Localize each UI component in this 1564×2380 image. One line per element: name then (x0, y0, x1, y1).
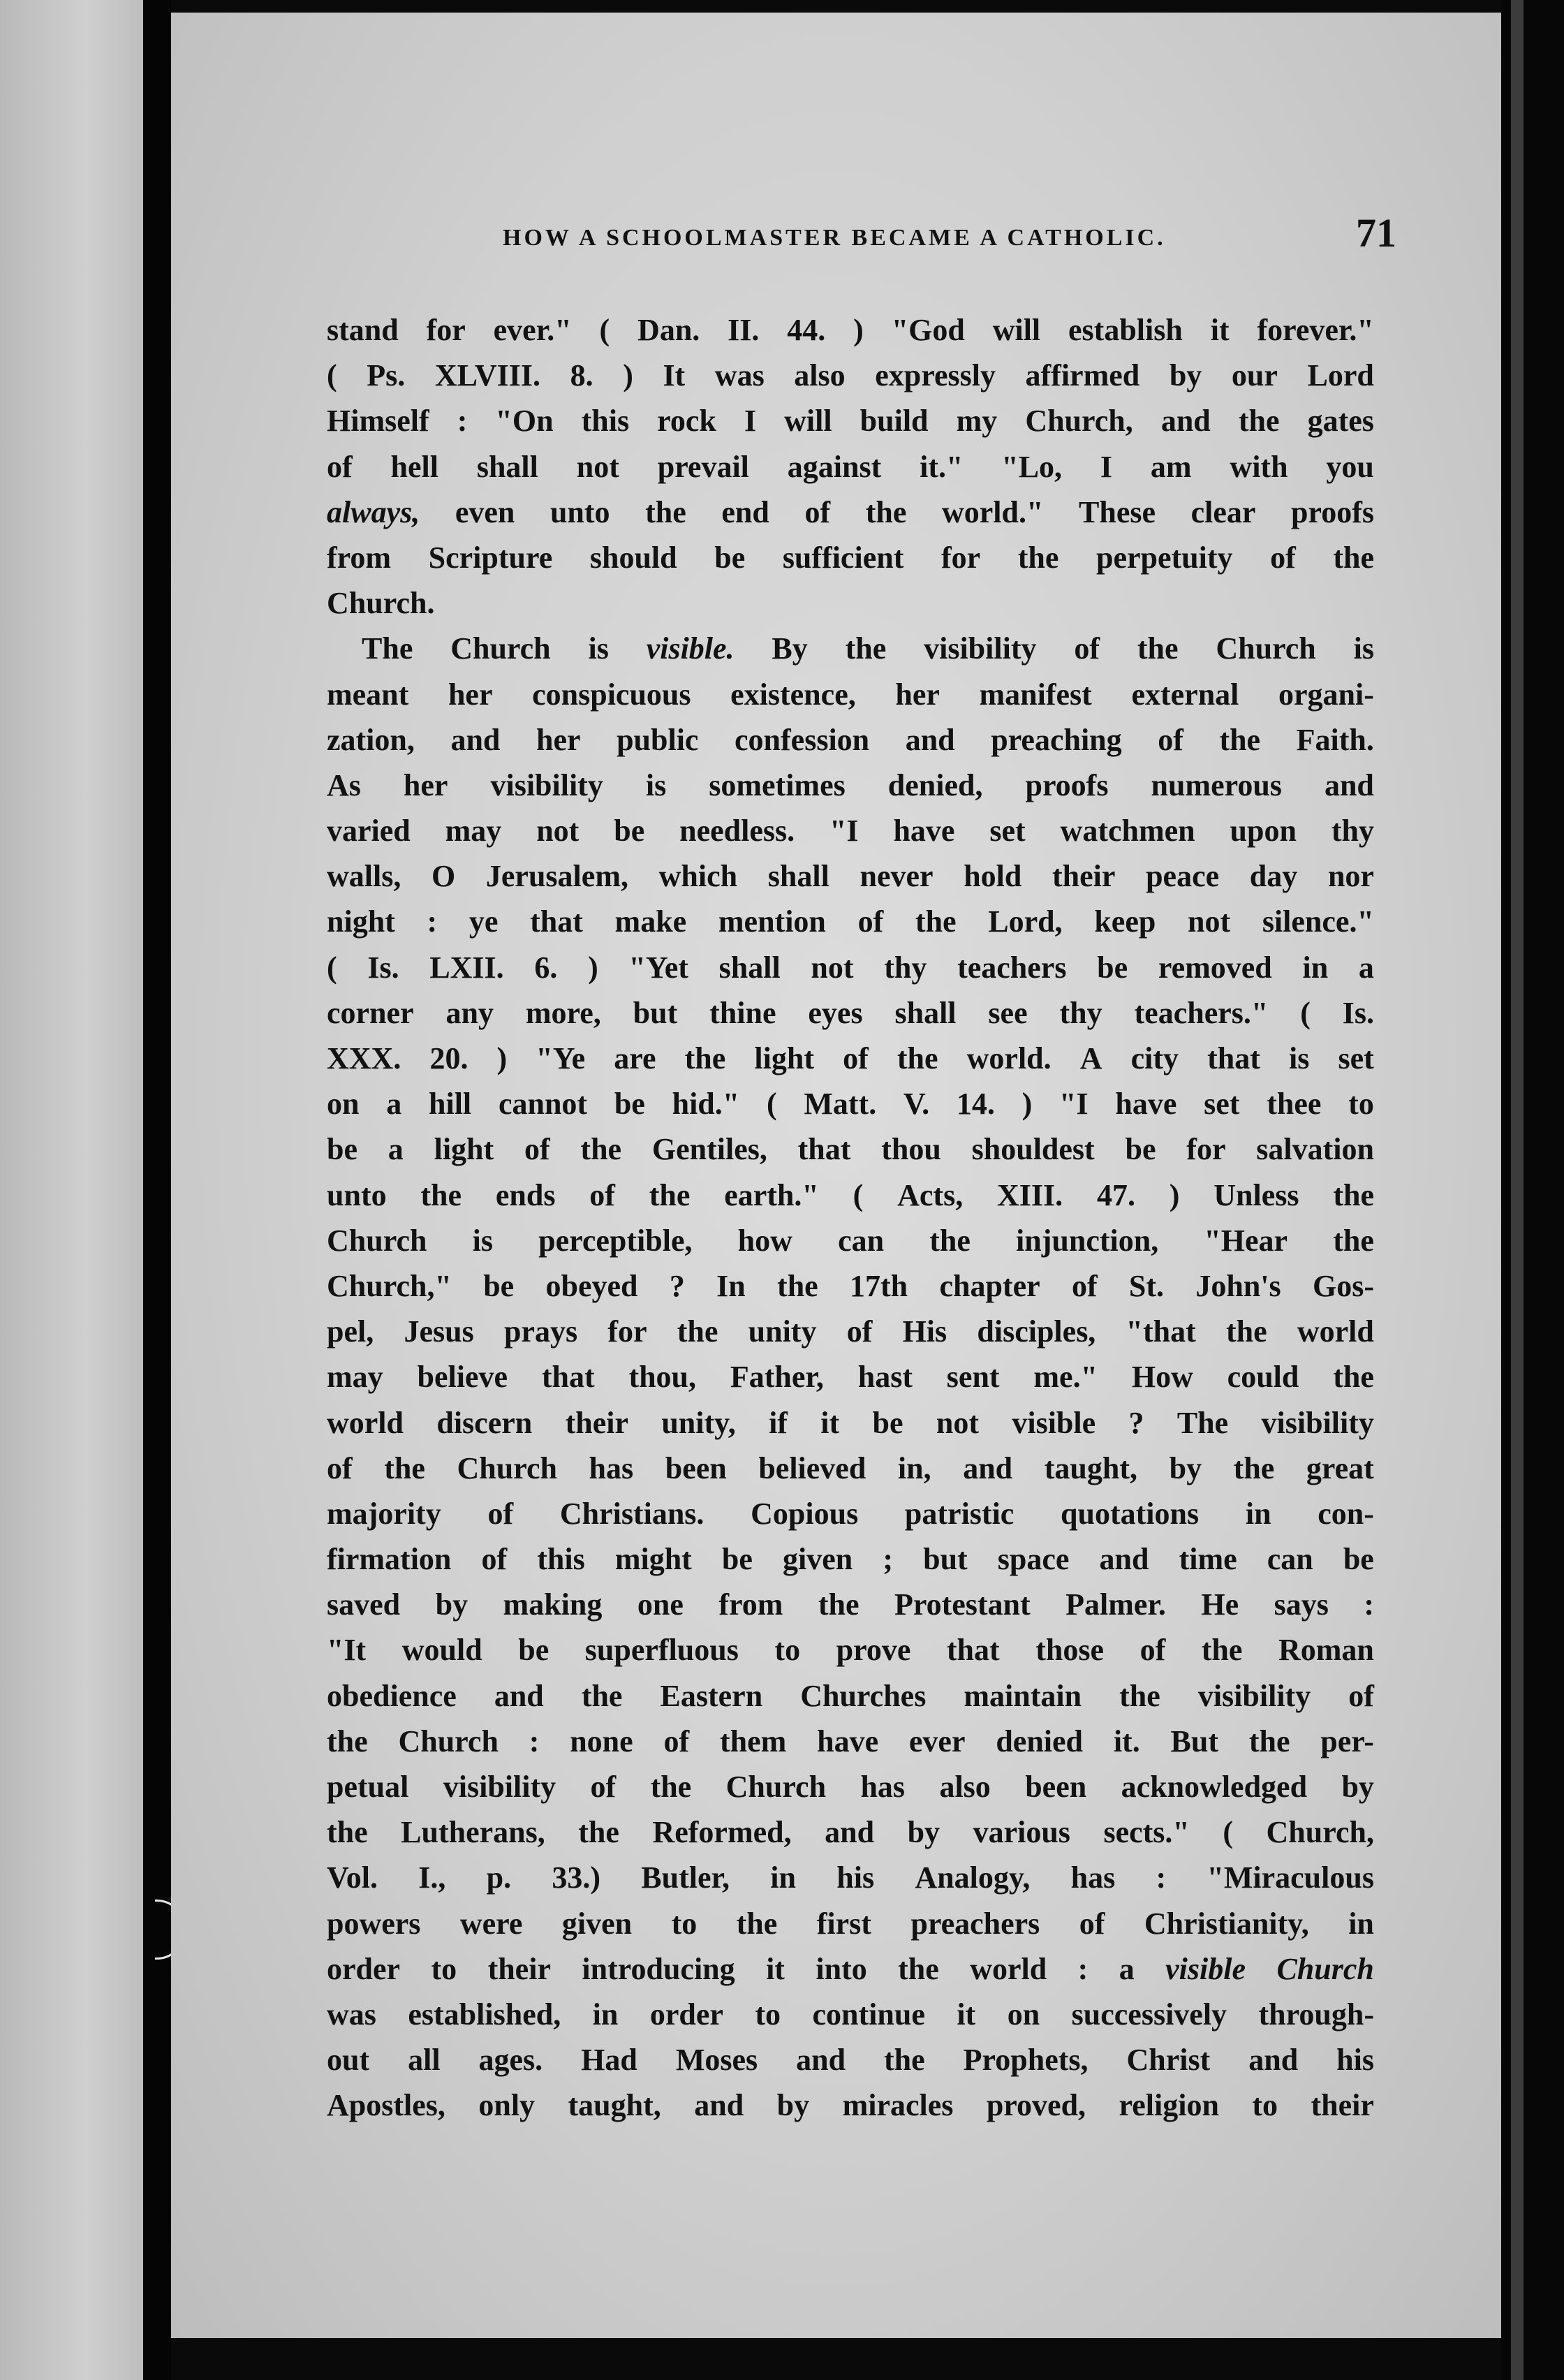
page-number: 71 (1356, 210, 1396, 256)
text-line: unto the ends of the earth." ( Acts, XIII. 47. ) Unless the (327, 1177, 1374, 1212)
text-line: Church. (327, 586, 435, 621)
text-line: obedience and the Eastern Churches maintain the visibility of (327, 1678, 1374, 1713)
scan-border-right (1501, 0, 1564, 2380)
text-line: majority of Christians. Copious patristic quotations in con- (327, 1496, 1374, 1531)
text-line: ( Is. LXII. 6. ) "Yet shall not thy teachers be removed in a (327, 950, 1374, 985)
text-line: petual visibility of the Church has also been acknowledged by (327, 1770, 1374, 1804)
text-line: powers were given to the first preachers of Christianity, in (327, 1906, 1374, 1941)
text-line: saved by making one from the Protestant Palmer. He says : (327, 1587, 1374, 1622)
text-line: XXX. 20. ) "Ye are the light of the world. A city that is set (327, 1041, 1374, 1075)
text-line: was established, in order to continue it on successively through- (327, 1997, 1374, 2032)
text-line: "It would be superfluous to prove that those of the Roman (327, 1633, 1374, 1668)
text-line: pel, Jesus prays for the unity of His disciples, "that the world (327, 1314, 1374, 1349)
text-line: Church is perceptible, how can the injunction, "Hear the (327, 1223, 1374, 1258)
text-line: may believe that thou, Father, hast sent me." How could the (327, 1360, 1374, 1395)
running-title: HOW A SCHOOLMASTER BECAME A CATHOLIC. (503, 225, 1166, 251)
text-line: zation, and her public confession and preaching of the Faith. (327, 722, 1374, 757)
text-line: walls, O Jerusalem, which shall never hold their peace day nor (327, 859, 1374, 894)
text-line: Vol. I., p. 33.) Butler, in his Analogy, has : "Miraculous (327, 1860, 1374, 1895)
text-line: Himself : "On this rock I will build my Church, and the gates (327, 404, 1374, 439)
text-line: the Lutherans, the Reformed, and by various sects." ( Church, (327, 1815, 1374, 1850)
text-line: meant her conspicuous existence, her manifest external organi- (327, 677, 1374, 712)
text-line: on a hill cannot be hid." ( Matt. V. 14. ) "I have set thee to (327, 1087, 1374, 1122)
text-line: world discern their unity, if it be not visible ? The visibility (327, 1405, 1374, 1440)
text-line: be a light of the Gentiles, that thou shouldest be for salvation (327, 1132, 1374, 1167)
text-line: out all ages. Had Moses and the Prophets, Christ and his (327, 2043, 1374, 2078)
text-line: The Church is visible. By the visibility of the Church is (362, 631, 1374, 666)
text-line: order to their introducing it into the world : a visible Church (327, 1951, 1374, 1986)
text-line: As her visibility is sometimes denied, proofs numerous and (327, 767, 1374, 802)
running-head (328, 210, 1403, 265)
text-line: corner any more, but thine eyes shall see thy teachers." ( Is. (327, 995, 1374, 1030)
text-line: from Scripture should be sufficient for the perpetuity of the (327, 540, 1374, 575)
text-line: firmation of this might be given ; but space and time can be (327, 1542, 1374, 1577)
body-text (327, 307, 1374, 2129)
text-line: of hell shall not prevail against it." "Lo, I am with you (327, 449, 1374, 484)
facing-page-edge (0, 0, 143, 2380)
text-line: the Church : none of them have ever denied it. But the per- (327, 1724, 1374, 1758)
text-line: always, even unto the end of the world." These clear proofs (327, 494, 1374, 529)
text-line: stand for ever." ( Dan. II. 44. ) "God will establish it forever." (327, 313, 1374, 347)
text-line: night : ye that make mention of the Lord, keep not silence." (327, 904, 1374, 939)
book-gutter (143, 0, 171, 2380)
text-line: of the Church has been believed in, and taught, by the great (327, 1450, 1374, 1485)
text-line: varied may not be needless. "I have set watchmen upon thy (327, 814, 1374, 849)
text-line: Church," be obeyed ? In the 17th chapter of St. John's Gos- (327, 1268, 1374, 1303)
text-line: Apostles, only taught, and by miracles proved, religion to their (327, 2088, 1374, 2123)
text-line: ( Ps. XLVIII. 8. ) It was also expressly affirmed by our Lord (327, 358, 1374, 393)
